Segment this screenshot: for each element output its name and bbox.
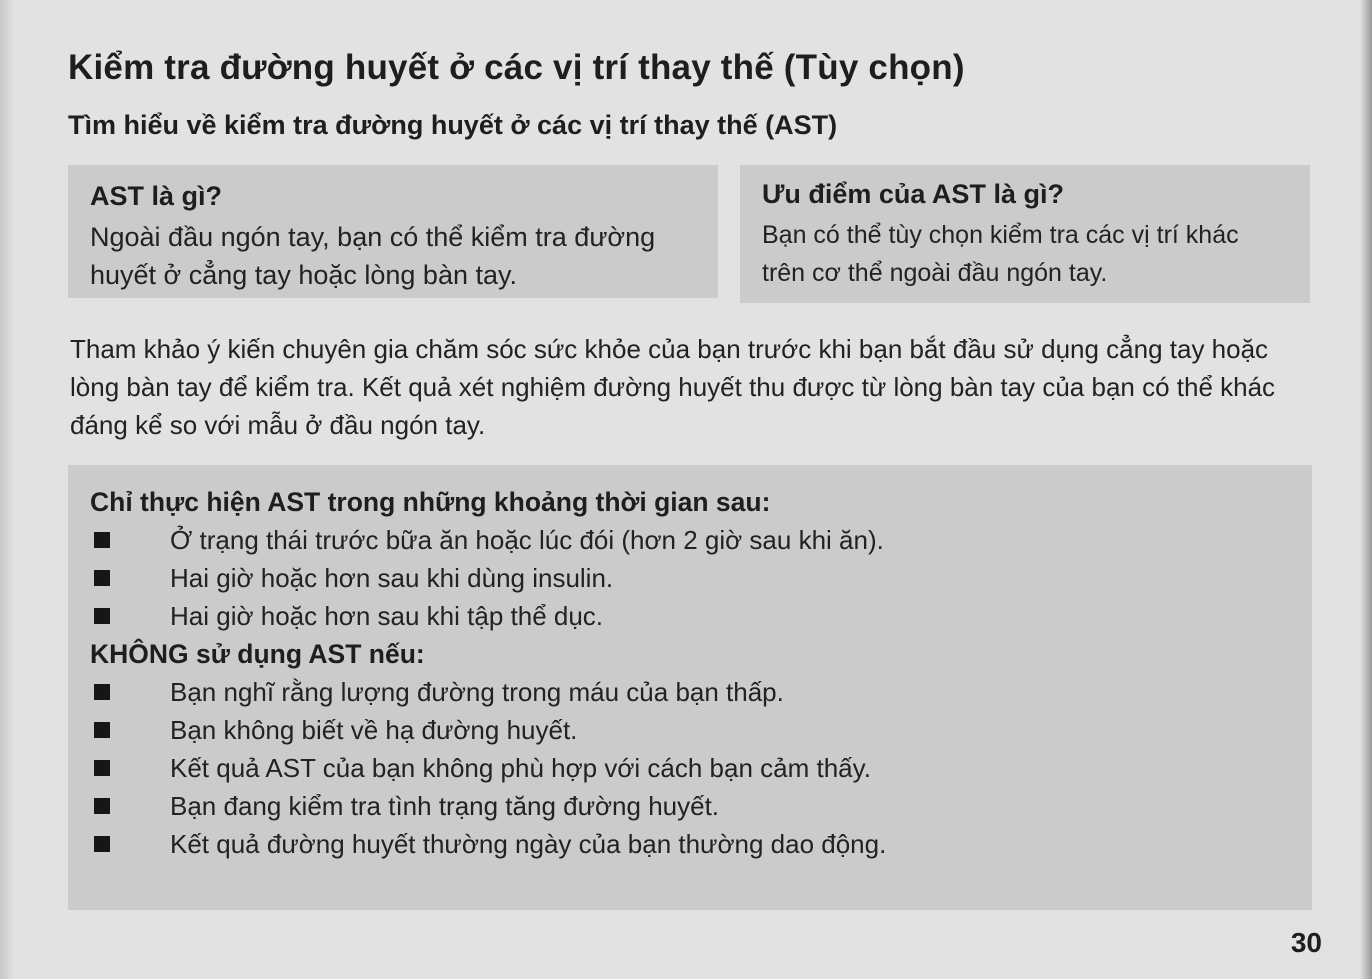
ast-advantage-text: Bạn có thể tùy chọn kiểm tra các vị trí khác trên cơ thể ngoài đầu ngón tay. (762, 221, 1239, 287)
what-is-ast-heading: AST là gì? (90, 181, 223, 211)
do-not-use-heading: KHÔNG sử dụng AST nếu: (90, 639, 425, 669)
when-to-use-heading: Chỉ thực hiện AST trong những khoảng thời gian sau: (90, 487, 771, 517)
list-item (90, 597, 1290, 635)
list-item (90, 787, 1290, 825)
what-is-ast-box (68, 165, 718, 298)
list-item-text: Hai giờ hoặc hơn sau khi dùng insulin. (170, 563, 614, 593)
list-item-text: Bạn không biết về hạ đường huyết. (170, 715, 578, 745)
square-bullet-icon (94, 532, 110, 548)
ast-advantage-box (740, 165, 1310, 303)
page-number: 30 (1290, 927, 1322, 958)
list-item-text: Bạn đang kiểm tra tình trạng tăng đường huyết. (170, 791, 720, 821)
list-item-text: Kết quả AST của bạn không phù hợp với cách bạn cảm thấy. (170, 753, 871, 783)
consult-paragraph: Tham khảo ý kiến chuyên gia chăm sóc sức khỏe của bạn trước khi bạn bắt đầu sử dụng cẳng tay hoặc lòng bàn tay để kiểm tra. Kết quả xét nghiệm đường huyết thu được từ lòng bàn tay của bạn có thể khác đáng kể so với mẫu ở đầu ngón tay. (70, 334, 1276, 440)
ast-advantage-heading: Ưu điểm của AST là gì? (762, 179, 1064, 209)
list-item (90, 521, 1290, 559)
square-bullet-icon (94, 836, 110, 852)
when-to-use-list (90, 521, 1290, 635)
list-item-text: Kết quả đường huyết thường ngày của bạn thường dao động. (170, 829, 887, 859)
list-item (90, 559, 1290, 597)
do-not-use-list (90, 673, 1290, 863)
square-bullet-icon (94, 684, 110, 700)
list-item-text: Bạn nghĩ rằng lượng đường trong máu của bạn thấp. (170, 677, 784, 707)
square-bullet-icon (94, 798, 110, 814)
list-item (90, 673, 1290, 711)
page-title: Kiểm tra đường huyết ở các vị trí thay thế (Tùy chọn) (68, 48, 965, 87)
list-item (90, 749, 1290, 787)
list-item-text: Ở trạng thái trước bữa ăn hoặc lúc đói (hơn 2 giờ sau khi ăn). (170, 525, 884, 555)
ast-usage-box (68, 465, 1312, 910)
what-is-ast-text: Ngoài đầu ngón tay, bạn có thể kiểm tra đường huyết ở cẳng tay hoặc lòng bàn tay. (90, 222, 656, 290)
square-bullet-icon (94, 608, 110, 624)
page-subtitle: Tìm hiểu về kiểm tra đường huyết ở các vị trí thay thế (AST) (68, 110, 838, 140)
square-bullet-icon (94, 760, 110, 776)
list-item (90, 711, 1290, 749)
square-bullet-icon (94, 722, 110, 738)
list-item-text: Hai giờ hoặc hơn sau khi tập thể dục. (170, 601, 604, 631)
list-item (90, 825, 1290, 863)
square-bullet-icon (94, 570, 110, 586)
